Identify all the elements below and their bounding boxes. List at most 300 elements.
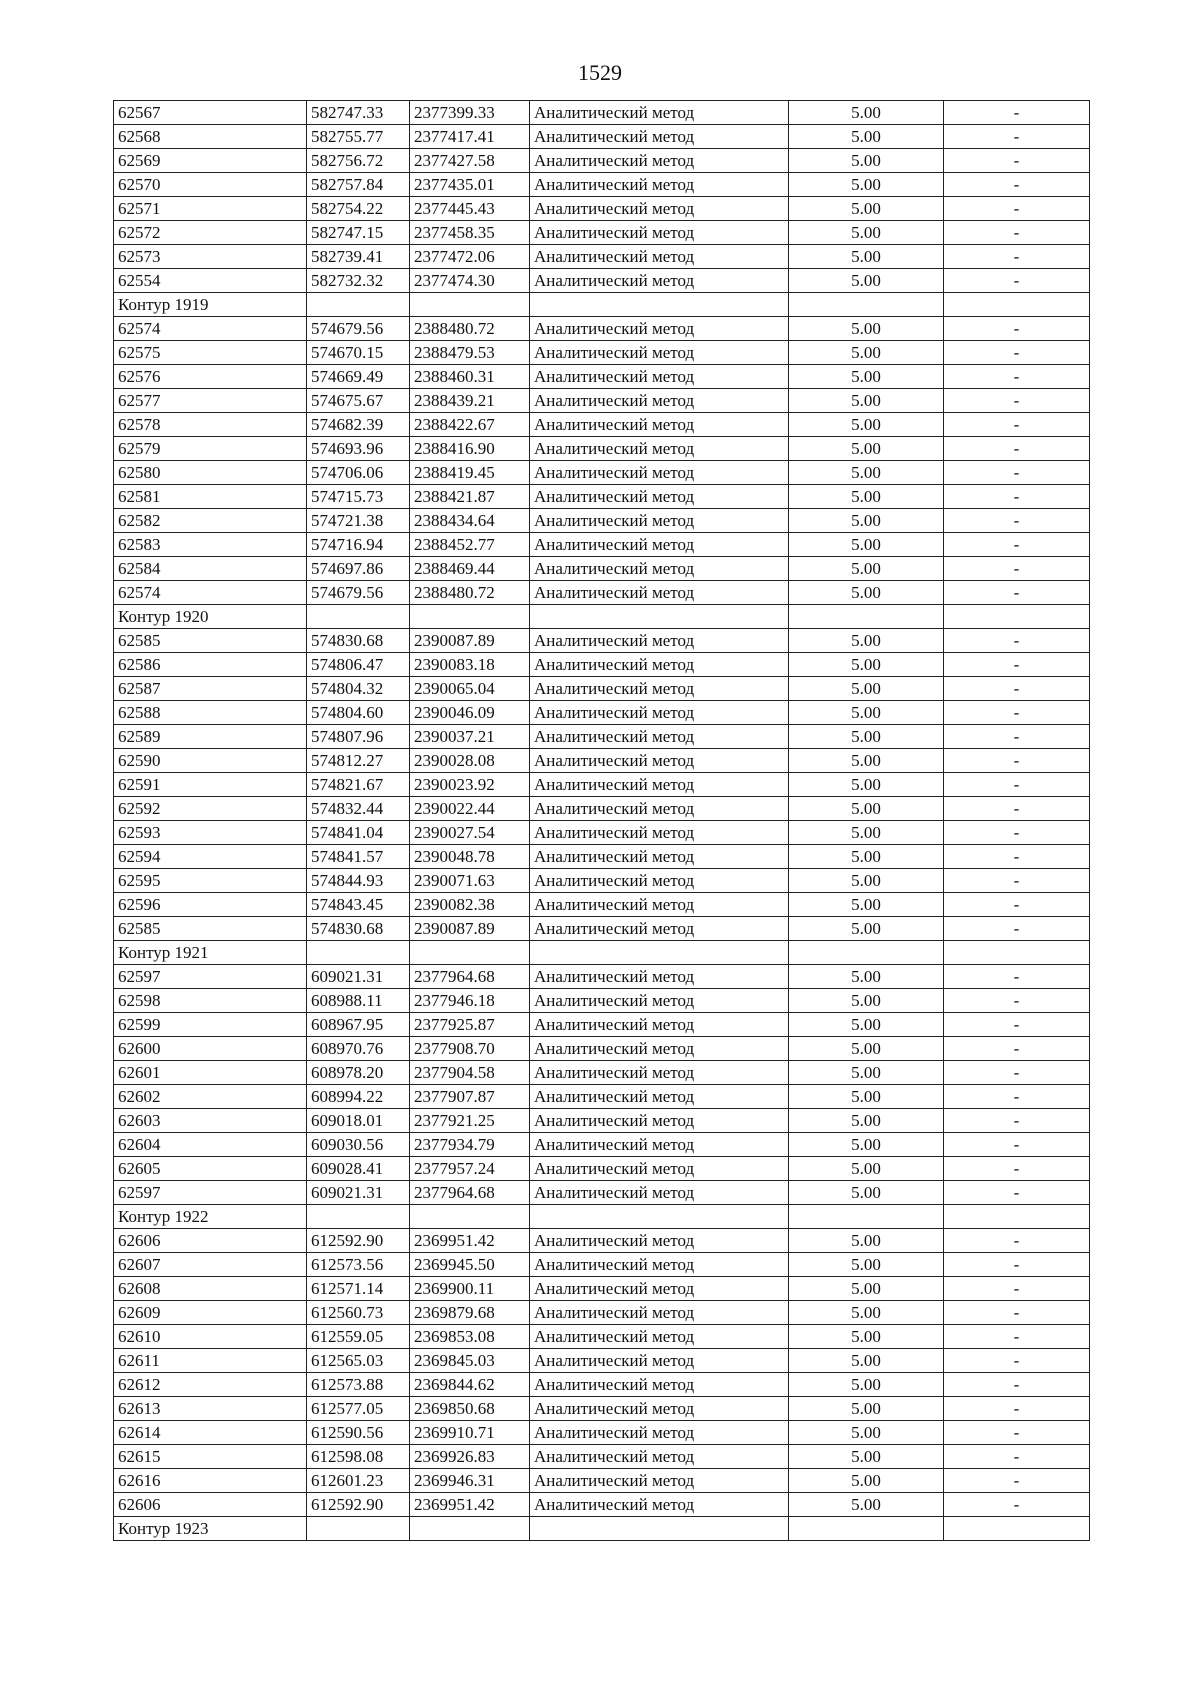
empty-cell xyxy=(789,941,944,965)
method-cell: Аналитический метод xyxy=(530,221,789,245)
x-coordinate-cell: 612577.05 xyxy=(307,1397,410,1421)
x-coordinate-cell: 574806.47 xyxy=(307,653,410,677)
table-row xyxy=(114,1349,1090,1373)
method-cell: Аналитический метод xyxy=(530,365,789,389)
table-row xyxy=(114,1037,1090,1061)
y-coordinate-cell: 2377908.70 xyxy=(410,1037,530,1061)
x-coordinate-cell: 574679.56 xyxy=(307,317,410,341)
x-coordinate-cell: 574830.68 xyxy=(307,917,410,941)
point-id-cell: 62609 xyxy=(114,1301,307,1325)
point-id-cell: 62597 xyxy=(114,965,307,989)
note-cell: - xyxy=(944,1301,1090,1325)
method-cell: Аналитический метод xyxy=(530,917,789,941)
note-cell: - xyxy=(944,413,1090,437)
x-coordinate-cell: 608978.20 xyxy=(307,1061,410,1085)
y-coordinate-cell: 2377925.87 xyxy=(410,1013,530,1037)
note-cell: - xyxy=(944,581,1090,605)
method-cell: Аналитический метод xyxy=(530,797,789,821)
note-cell: - xyxy=(944,965,1090,989)
point-id-cell: 62606 xyxy=(114,1493,307,1517)
accuracy-cell: 5.00 xyxy=(789,1229,944,1253)
note-cell: - xyxy=(944,653,1090,677)
empty-cell xyxy=(789,1205,944,1229)
x-coordinate-cell: 609021.31 xyxy=(307,965,410,989)
point-id-cell: 62598 xyxy=(114,989,307,1013)
table-row xyxy=(114,1301,1090,1325)
empty-cell xyxy=(307,1517,410,1541)
table-row xyxy=(114,1133,1090,1157)
contour-label: Контур 1921 xyxy=(114,941,307,965)
y-coordinate-cell: 2369951.42 xyxy=(410,1493,530,1517)
y-coordinate-cell: 2390087.89 xyxy=(410,629,530,653)
empty-cell xyxy=(307,941,410,965)
method-cell: Аналитический метод xyxy=(530,533,789,557)
x-coordinate-cell: 612590.56 xyxy=(307,1421,410,1445)
x-coordinate-cell: 608967.95 xyxy=(307,1013,410,1037)
note-cell: - xyxy=(944,1013,1090,1037)
x-coordinate-cell: 612560.73 xyxy=(307,1301,410,1325)
accuracy-cell: 5.00 xyxy=(789,557,944,581)
method-cell: Аналитический метод xyxy=(530,461,789,485)
method-cell: Аналитический метод xyxy=(530,1373,789,1397)
accuracy-cell: 5.00 xyxy=(789,1181,944,1205)
point-id-cell: 62576 xyxy=(114,365,307,389)
accuracy-cell: 5.00 xyxy=(789,749,944,773)
accuracy-cell: 5.00 xyxy=(789,317,944,341)
note-cell: - xyxy=(944,677,1090,701)
y-coordinate-cell: 2388479.53 xyxy=(410,341,530,365)
y-coordinate-cell: 2369945.50 xyxy=(410,1253,530,1277)
y-coordinate-cell: 2369900.11 xyxy=(410,1277,530,1301)
accuracy-cell: 5.00 xyxy=(789,917,944,941)
y-coordinate-cell: 2388460.31 xyxy=(410,365,530,389)
accuracy-cell: 5.00 xyxy=(789,653,944,677)
y-coordinate-cell: 2369850.68 xyxy=(410,1397,530,1421)
note-cell: - xyxy=(944,173,1090,197)
accuracy-cell: 5.00 xyxy=(789,509,944,533)
point-id-cell: 62573 xyxy=(114,245,307,269)
x-coordinate-cell: 609018.01 xyxy=(307,1109,410,1133)
table-row xyxy=(114,557,1090,581)
method-cell: Аналитический метод xyxy=(530,1493,789,1517)
y-coordinate-cell: 2388469.44 xyxy=(410,557,530,581)
note-cell: - xyxy=(944,461,1090,485)
contour-header-row xyxy=(114,941,1090,965)
table-row xyxy=(114,989,1090,1013)
accuracy-cell: 5.00 xyxy=(789,869,944,893)
table-row xyxy=(114,773,1090,797)
method-cell: Аналитический метод xyxy=(530,749,789,773)
x-coordinate-cell: 582739.41 xyxy=(307,245,410,269)
y-coordinate-cell: 2390046.09 xyxy=(410,701,530,725)
y-coordinate-cell: 2377417.41 xyxy=(410,125,530,149)
table-row xyxy=(114,245,1090,269)
contour-label: Контур 1919 xyxy=(114,293,307,317)
empty-cell xyxy=(410,1517,530,1541)
table-row xyxy=(114,1253,1090,1277)
x-coordinate-cell: 574716.94 xyxy=(307,533,410,557)
y-coordinate-cell: 2377921.25 xyxy=(410,1109,530,1133)
table-row xyxy=(114,965,1090,989)
accuracy-cell: 5.00 xyxy=(789,1109,944,1133)
note-cell: - xyxy=(944,1493,1090,1517)
y-coordinate-cell: 2369879.68 xyxy=(410,1301,530,1325)
method-cell: Аналитический метод xyxy=(530,1037,789,1061)
table-row xyxy=(114,365,1090,389)
point-id-cell: 62601 xyxy=(114,1061,307,1085)
note-cell: - xyxy=(944,557,1090,581)
table-row xyxy=(114,1397,1090,1421)
y-coordinate-cell: 2390048.78 xyxy=(410,845,530,869)
accuracy-cell: 5.00 xyxy=(789,461,944,485)
point-id-cell: 62580 xyxy=(114,461,307,485)
y-coordinate-cell: 2377474.30 xyxy=(410,269,530,293)
note-cell: - xyxy=(944,1229,1090,1253)
x-coordinate-cell: 612559.05 xyxy=(307,1325,410,1349)
y-coordinate-cell: 2390065.04 xyxy=(410,677,530,701)
y-coordinate-cell: 2369844.62 xyxy=(410,1373,530,1397)
empty-cell xyxy=(307,605,410,629)
method-cell: Аналитический метод xyxy=(530,1397,789,1421)
point-id-cell: 62600 xyxy=(114,1037,307,1061)
accuracy-cell: 5.00 xyxy=(789,1157,944,1181)
method-cell: Аналитический метод xyxy=(530,101,789,125)
note-cell: - xyxy=(944,1253,1090,1277)
note-cell: - xyxy=(944,989,1090,1013)
x-coordinate-cell: 574843.45 xyxy=(307,893,410,917)
point-id-cell: 62578 xyxy=(114,413,307,437)
note-cell: - xyxy=(944,389,1090,413)
table-row xyxy=(114,341,1090,365)
note-cell: - xyxy=(944,1445,1090,1469)
note-cell: - xyxy=(944,1109,1090,1133)
table-row xyxy=(114,1085,1090,1109)
y-coordinate-cell: 2388416.90 xyxy=(410,437,530,461)
point-id-cell: 62585 xyxy=(114,629,307,653)
x-coordinate-cell: 582755.77 xyxy=(307,125,410,149)
note-cell: - xyxy=(944,101,1090,125)
accuracy-cell: 5.00 xyxy=(789,101,944,125)
x-coordinate-cell: 612565.03 xyxy=(307,1349,410,1373)
note-cell: - xyxy=(944,845,1090,869)
point-id-cell: 62605 xyxy=(114,1157,307,1181)
method-cell: Аналитический метод xyxy=(530,269,789,293)
x-coordinate-cell: 574693.96 xyxy=(307,437,410,461)
point-id-cell: 62592 xyxy=(114,797,307,821)
y-coordinate-cell: 2390083.18 xyxy=(410,653,530,677)
y-coordinate-cell: 2369853.08 xyxy=(410,1325,530,1349)
table-row xyxy=(114,1421,1090,1445)
y-coordinate-cell: 2377904.58 xyxy=(410,1061,530,1085)
x-coordinate-cell: 582747.33 xyxy=(307,101,410,125)
accuracy-cell: 5.00 xyxy=(789,1325,944,1349)
point-id-cell: 62582 xyxy=(114,509,307,533)
point-id-cell: 62554 xyxy=(114,269,307,293)
y-coordinate-cell: 2369946.31 xyxy=(410,1469,530,1493)
contour-label: Контур 1920 xyxy=(114,605,307,629)
page-number: 1529 xyxy=(578,60,622,85)
method-cell: Аналитический метод xyxy=(530,245,789,269)
x-coordinate-cell: 582732.32 xyxy=(307,269,410,293)
point-id-cell: 62589 xyxy=(114,725,307,749)
note-cell: - xyxy=(944,1181,1090,1205)
contour-header-row xyxy=(114,605,1090,629)
point-id-cell: 62595 xyxy=(114,869,307,893)
note-cell: - xyxy=(944,533,1090,557)
method-cell: Аналитический метод xyxy=(530,677,789,701)
y-coordinate-cell: 2377472.06 xyxy=(410,245,530,269)
table-row xyxy=(114,1013,1090,1037)
table-row xyxy=(114,1109,1090,1133)
note-cell: - xyxy=(944,125,1090,149)
y-coordinate-cell: 2369926.83 xyxy=(410,1445,530,1469)
point-id-cell: 62571 xyxy=(114,197,307,221)
coordinates-table xyxy=(113,100,1090,1541)
table-row xyxy=(114,677,1090,701)
y-coordinate-cell: 2377445.43 xyxy=(410,197,530,221)
y-coordinate-cell: 2390022.44 xyxy=(410,797,530,821)
note-cell: - xyxy=(944,725,1090,749)
accuracy-cell: 5.00 xyxy=(789,269,944,293)
table-row xyxy=(114,1157,1090,1181)
point-id-cell: 62585 xyxy=(114,917,307,941)
y-coordinate-cell: 2369951.42 xyxy=(410,1229,530,1253)
note-cell: - xyxy=(944,821,1090,845)
point-id-cell: 62584 xyxy=(114,557,307,581)
point-id-cell: 62588 xyxy=(114,701,307,725)
accuracy-cell: 5.00 xyxy=(789,725,944,749)
point-id-cell: 62575 xyxy=(114,341,307,365)
point-id-cell: 62572 xyxy=(114,221,307,245)
table-row xyxy=(114,221,1090,245)
note-cell: - xyxy=(944,1373,1090,1397)
table-row xyxy=(114,629,1090,653)
note-cell: - xyxy=(944,797,1090,821)
y-coordinate-cell: 2390023.92 xyxy=(410,773,530,797)
x-coordinate-cell: 612592.90 xyxy=(307,1493,410,1517)
y-coordinate-cell: 2377964.68 xyxy=(410,1181,530,1205)
x-coordinate-cell: 582757.84 xyxy=(307,173,410,197)
y-coordinate-cell: 2377946.18 xyxy=(410,989,530,1013)
empty-cell xyxy=(789,1517,944,1541)
point-id-cell: 62603 xyxy=(114,1109,307,1133)
point-id-cell: 62579 xyxy=(114,437,307,461)
table-row xyxy=(114,485,1090,509)
x-coordinate-cell: 609028.41 xyxy=(307,1157,410,1181)
table-row xyxy=(114,101,1090,125)
point-id-cell: 62606 xyxy=(114,1229,307,1253)
x-coordinate-cell: 582754.22 xyxy=(307,197,410,221)
x-coordinate-cell: 612601.23 xyxy=(307,1469,410,1493)
y-coordinate-cell: 2377934.79 xyxy=(410,1133,530,1157)
y-coordinate-cell: 2390087.89 xyxy=(410,917,530,941)
x-coordinate-cell: 582747.15 xyxy=(307,221,410,245)
accuracy-cell: 5.00 xyxy=(789,1013,944,1037)
x-coordinate-cell: 574669.49 xyxy=(307,365,410,389)
method-cell: Аналитический метод xyxy=(530,1157,789,1181)
empty-cell xyxy=(789,293,944,317)
x-coordinate-cell: 574821.67 xyxy=(307,773,410,797)
method-cell: Аналитический метод xyxy=(530,1229,789,1253)
method-cell: Аналитический метод xyxy=(530,125,789,149)
empty-cell xyxy=(410,941,530,965)
y-coordinate-cell: 2369845.03 xyxy=(410,1349,530,1373)
table-row xyxy=(114,821,1090,845)
accuracy-cell: 5.00 xyxy=(789,821,944,845)
accuracy-cell: 5.00 xyxy=(789,965,944,989)
empty-cell xyxy=(410,293,530,317)
contour-header-row xyxy=(114,293,1090,317)
x-coordinate-cell: 582756.72 xyxy=(307,149,410,173)
accuracy-cell: 5.00 xyxy=(789,1445,944,1469)
accuracy-cell: 5.00 xyxy=(789,341,944,365)
table-row xyxy=(114,1325,1090,1349)
x-coordinate-cell: 608994.22 xyxy=(307,1085,410,1109)
table-row xyxy=(114,581,1090,605)
x-coordinate-cell: 574804.32 xyxy=(307,677,410,701)
accuracy-cell: 5.00 xyxy=(789,1373,944,1397)
note-cell: - xyxy=(944,317,1090,341)
point-id-cell: 62602 xyxy=(114,1085,307,1109)
y-coordinate-cell: 2377957.24 xyxy=(410,1157,530,1181)
method-cell: Аналитический метод xyxy=(530,1109,789,1133)
y-coordinate-cell: 2390071.63 xyxy=(410,869,530,893)
method-cell: Аналитический метод xyxy=(530,1301,789,1325)
contour-header-row xyxy=(114,1517,1090,1541)
accuracy-cell: 5.00 xyxy=(789,413,944,437)
method-cell: Аналитический метод xyxy=(530,893,789,917)
note-cell: - xyxy=(944,869,1090,893)
note-cell: - xyxy=(944,197,1090,221)
contour-header-row xyxy=(114,1205,1090,1229)
note-cell: - xyxy=(944,1085,1090,1109)
accuracy-cell: 5.00 xyxy=(789,581,944,605)
point-id-cell: 62587 xyxy=(114,677,307,701)
note-cell: - xyxy=(944,701,1090,725)
method-cell: Аналитический метод xyxy=(530,197,789,221)
method-cell: Аналитический метод xyxy=(530,1013,789,1037)
table-row xyxy=(114,1493,1090,1517)
accuracy-cell: 5.00 xyxy=(789,149,944,173)
accuracy-cell: 5.00 xyxy=(789,485,944,509)
note-cell: - xyxy=(944,341,1090,365)
accuracy-cell: 5.00 xyxy=(789,1085,944,1109)
y-coordinate-cell: 2388421.87 xyxy=(410,485,530,509)
x-coordinate-cell: 612598.08 xyxy=(307,1445,410,1469)
table-row xyxy=(114,1469,1090,1493)
empty-cell xyxy=(944,1205,1090,1229)
point-id-cell: 62577 xyxy=(114,389,307,413)
table-row xyxy=(114,1277,1090,1301)
empty-cell xyxy=(530,605,789,629)
x-coordinate-cell: 574841.57 xyxy=(307,845,410,869)
method-cell: Аналитический метод xyxy=(530,1421,789,1445)
contour-label: Контур 1923 xyxy=(114,1517,307,1541)
point-id-cell: 62615 xyxy=(114,1445,307,1469)
x-coordinate-cell: 574679.56 xyxy=(307,581,410,605)
point-id-cell: 62581 xyxy=(114,485,307,509)
method-cell: Аналитический метод xyxy=(530,1349,789,1373)
note-cell: - xyxy=(944,509,1090,533)
y-coordinate-cell: 2388422.67 xyxy=(410,413,530,437)
y-coordinate-cell: 2388452.77 xyxy=(410,533,530,557)
point-id-cell: 62570 xyxy=(114,173,307,197)
x-coordinate-cell: 574715.73 xyxy=(307,485,410,509)
table-row xyxy=(114,797,1090,821)
point-id-cell: 62612 xyxy=(114,1373,307,1397)
empty-cell xyxy=(307,293,410,317)
point-id-cell: 62616 xyxy=(114,1469,307,1493)
method-cell: Аналитический метод xyxy=(530,773,789,797)
accuracy-cell: 5.00 xyxy=(789,1397,944,1421)
empty-cell xyxy=(944,293,1090,317)
accuracy-cell: 5.00 xyxy=(789,629,944,653)
x-coordinate-cell: 609030.56 xyxy=(307,1133,410,1157)
accuracy-cell: 5.00 xyxy=(789,1253,944,1277)
accuracy-cell: 5.00 xyxy=(789,677,944,701)
method-cell: Аналитический метод xyxy=(530,1277,789,1301)
table-row xyxy=(114,869,1090,893)
x-coordinate-cell: 574697.86 xyxy=(307,557,410,581)
method-cell: Аналитический метод xyxy=(530,629,789,653)
x-coordinate-cell: 612573.56 xyxy=(307,1253,410,1277)
y-coordinate-cell: 2388434.64 xyxy=(410,509,530,533)
point-id-cell: 62590 xyxy=(114,749,307,773)
point-id-cell: 62593 xyxy=(114,821,307,845)
y-coordinate-cell: 2388480.72 xyxy=(410,581,530,605)
accuracy-cell: 5.00 xyxy=(789,893,944,917)
accuracy-cell: 5.00 xyxy=(789,125,944,149)
point-id-cell: 62569 xyxy=(114,149,307,173)
table-row xyxy=(114,149,1090,173)
y-coordinate-cell: 2377399.33 xyxy=(410,101,530,125)
table-row xyxy=(114,845,1090,869)
x-coordinate-cell: 612571.14 xyxy=(307,1277,410,1301)
accuracy-cell: 5.00 xyxy=(789,1349,944,1373)
empty-cell xyxy=(944,1517,1090,1541)
note-cell: - xyxy=(944,1421,1090,1445)
y-coordinate-cell: 2390082.38 xyxy=(410,893,530,917)
table-row xyxy=(114,317,1090,341)
note-cell: - xyxy=(944,1277,1090,1301)
point-id-cell: 62567 xyxy=(114,101,307,125)
note-cell: - xyxy=(944,1349,1090,1373)
empty-cell xyxy=(530,293,789,317)
point-id-cell: 62574 xyxy=(114,581,307,605)
table-row xyxy=(114,413,1090,437)
method-cell: Аналитический метод xyxy=(530,701,789,725)
accuracy-cell: 5.00 xyxy=(789,533,944,557)
empty-cell xyxy=(410,605,530,629)
accuracy-cell: 5.00 xyxy=(789,1277,944,1301)
x-coordinate-cell: 574807.96 xyxy=(307,725,410,749)
method-cell: Аналитический метод xyxy=(530,437,789,461)
table-row xyxy=(114,893,1090,917)
method-cell: Аналитический метод xyxy=(530,485,789,509)
point-id-cell: 62611 xyxy=(114,1349,307,1373)
x-coordinate-cell: 574832.44 xyxy=(307,797,410,821)
table-row xyxy=(114,1061,1090,1085)
y-coordinate-cell: 2390037.21 xyxy=(410,725,530,749)
note-cell: - xyxy=(944,917,1090,941)
empty-cell xyxy=(307,1205,410,1229)
table-row xyxy=(114,269,1090,293)
note-cell: - xyxy=(944,149,1090,173)
note-cell: - xyxy=(944,437,1090,461)
y-coordinate-cell: 2388419.45 xyxy=(410,461,530,485)
accuracy-cell: 5.00 xyxy=(789,221,944,245)
method-cell: Аналитический метод xyxy=(530,1085,789,1109)
